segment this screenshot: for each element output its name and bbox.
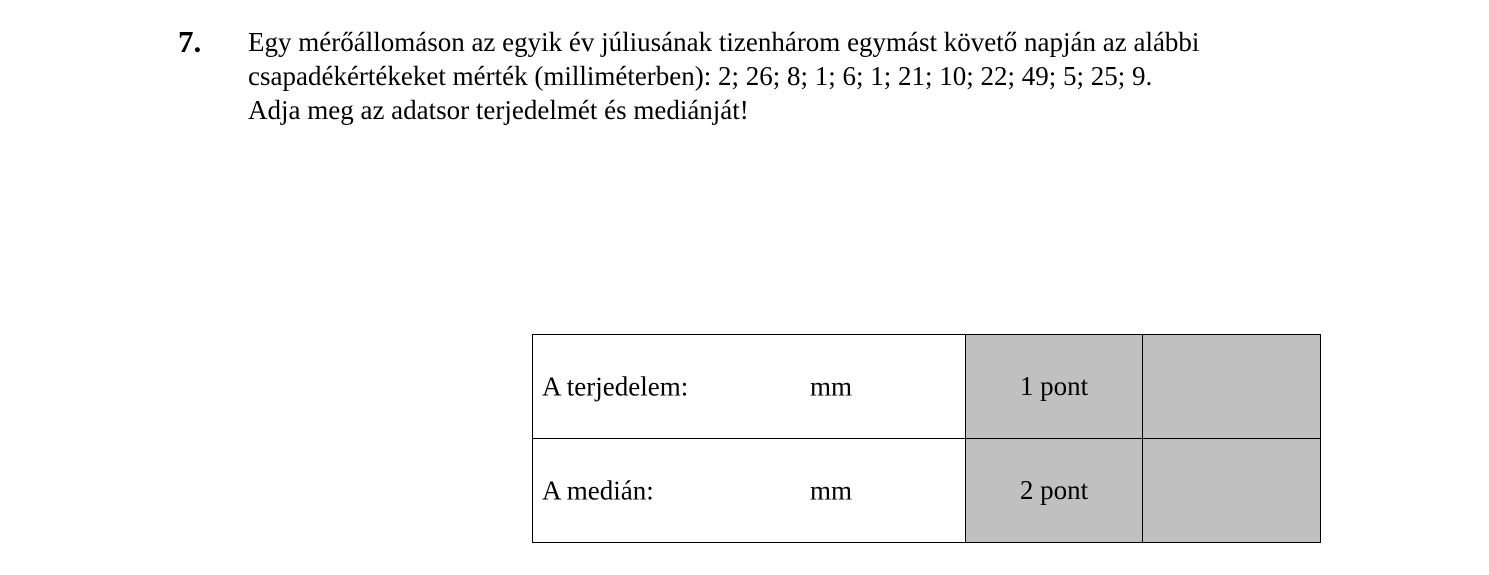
range-unit: mm [810,371,853,401]
problem-line-2: csapadékértékeket mérték (milliméterben): 2; 26; 8; 1; 6; 1; 21; 10; 22; 49; 5; 25; 9. [248,61,1153,91]
answer-table [532,334,1321,543]
range-score-box [1143,335,1321,439]
answer-row-range [533,335,1321,439]
problem-statement [248,25,1428,127]
problem-line-1: Egy mérőállomáson az egyik év júliusának tizenhárom egymást követő napján az alábbi [248,27,1200,57]
problem-number: 7. [178,24,202,59]
median-score-box [1143,439,1321,543]
answer-row-median [533,439,1321,543]
median-points: 2 pont [966,439,1143,543]
median-unit: mm [810,475,853,505]
range-answer-field[interactable] [533,335,966,439]
median-label: A medián: [542,475,654,505]
problem-line-3: Adja meg az adatsor terjedelmét és mediánját! [248,95,749,125]
range-label: A terjedelem: [542,371,689,401]
range-points: 1 pont [966,335,1143,439]
median-answer-field[interactable] [533,439,966,543]
